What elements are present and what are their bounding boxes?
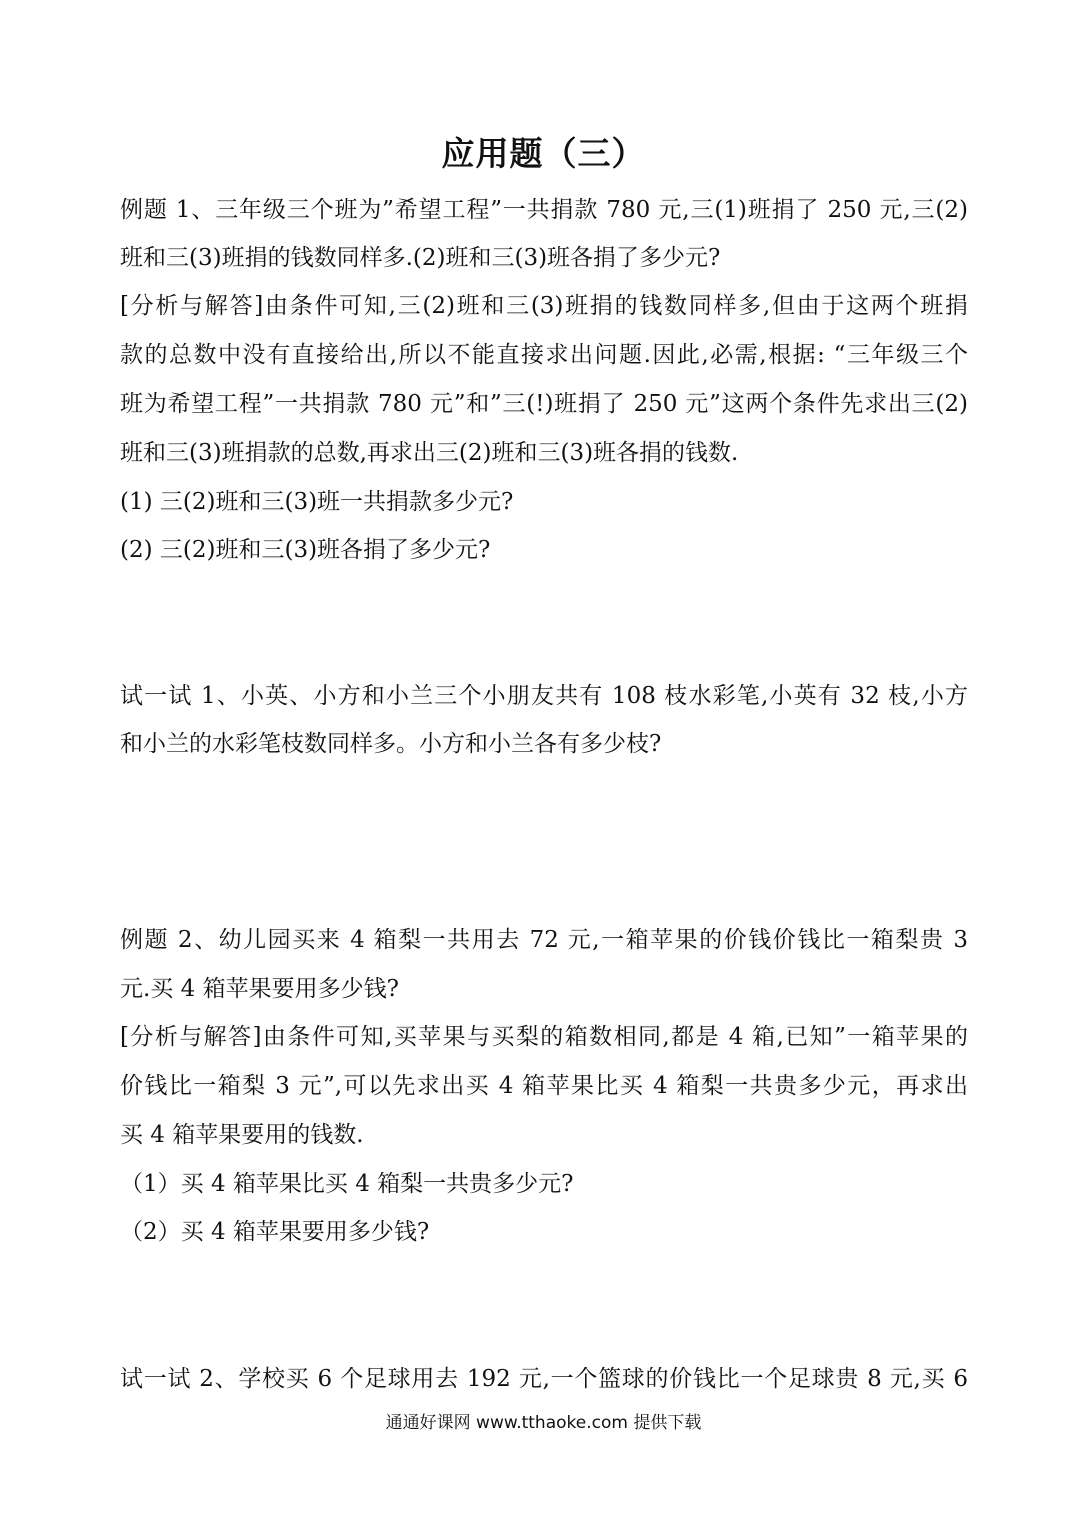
example1-question-line-1: 例题 1、三年级三个班为”希望工程”一共捐款 780 元,三(1)班捐了 250 元,三(2) [120, 197, 968, 223]
example2-step-1: （1）买 4 箱苹果比买 4 箱梨一共贵多少元? [120, 1171, 574, 1197]
example1-analysis-line-3: 班为希望工程”一共捐款 780 元”和”三(!)班捐了 250 元”这两个条件先求出三(2) [120, 391, 968, 417]
page-title: 应用题（三） [441, 134, 646, 173]
page-footer: 通通好课网 www.tthaoke.com 提供下载 [385, 1413, 702, 1433]
example2-question-line-2: 元.买 4 箱苹果要用多少钱? [120, 976, 399, 1002]
example2-step-2: （2）买 4 箱苹果要用多少钱? [120, 1219, 430, 1245]
example1-analysis-line-1: [分析与解答]由条件可知,三(2)班和三(3)班捐的钱数同样多,但由于这两个班捐 [120, 293, 968, 319]
example2-question-line-1: 例题 2、幼儿园买来 4 箱梨一共用去 72 元,一箱苹果的价钱价钱比一箱梨贵 3 [120, 927, 968, 953]
try2-question-line-1: 试一试 2、学校买 6 个足球用去 192 元,一个篮球的价钱比一个足球贵 8 元,买 6 [120, 1366, 968, 1392]
example1-analysis-line-4: 班和三(3)班捐款的总数,再求出三(2)班和三(3)班各捐的钱数. [120, 440, 739, 466]
example2-analysis-line-3: 买 4 箱苹果要用的钱数. [120, 1122, 364, 1148]
example1-step-1: (1) 三(2)班和三(3)班一共捐款多少元? [120, 489, 514, 515]
example1-analysis-line-2: 款的总数中没有直接给出,所以不能直接求出问题.因此,必需,根据: “三年级三个 [120, 342, 968, 368]
try1-question-line-2: 和小兰的水彩笔枝数同样多。小方和小兰各有多少枝? [120, 731, 662, 757]
example1-question-line-2: 班和三(3)班捐的钱数同样多.(2)班和三(3)班各捐了多少元? [120, 245, 721, 271]
try1-question-line-1: 试一试 1、小英、小方和小兰三个小朋友共有 108 枝水彩笔,小英有 32 枝,小方 [120, 683, 968, 709]
example2-analysis-line-1: [分析与解答]由条件可知,买苹果与买梨的箱数相同,都是 4 箱,已知”一箱苹果的 [120, 1024, 968, 1050]
example2-analysis-line-2: 价钱比一箱梨 3 元”,可以先求出买 4 箱苹果比买 4 箱梨一共贵多少元，再求出 [120, 1073, 968, 1099]
example1-step-2: (2) 三(2)班和三(3)班各捐了多少元? [120, 537, 491, 563]
